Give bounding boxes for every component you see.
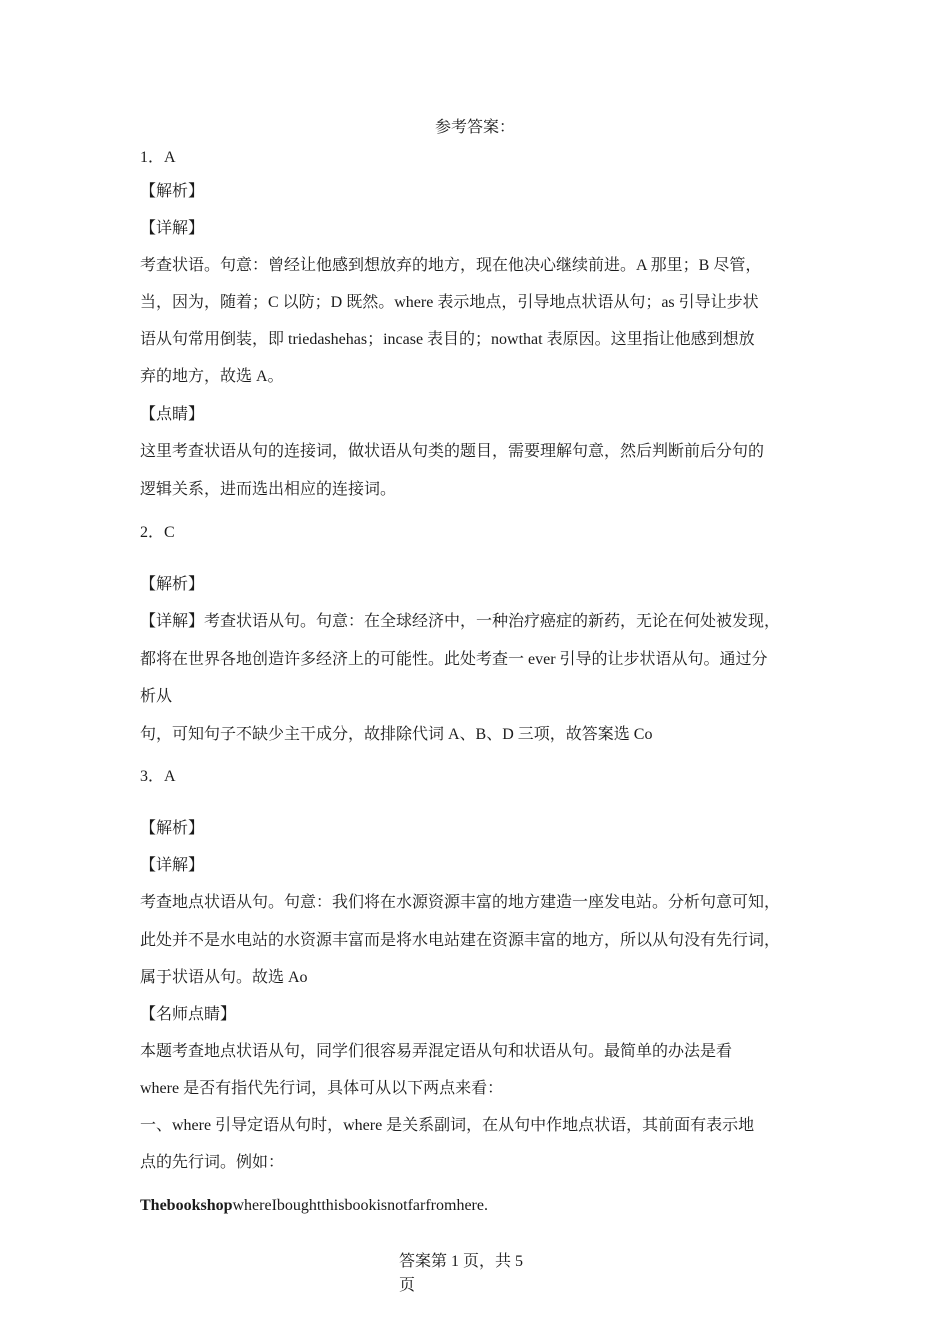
section-label: 【解析】 [140, 183, 205, 200]
text-line: 当，因为，随着；C 以防；D 既然。where 表示地点，引导地点状语从句；as 引导让步状 [140, 294, 759, 311]
text-line: 析从 [140, 688, 173, 705]
text-line: 考查状语。句意：曾经让他感到想放弃的地方，现在他决心继续前进。A 那里；B 尽管， [140, 257, 762, 274]
text-line: 本题考查地点状语从句，同学们很容易弄混定语从句和状语从句。最简单的办法是看 [140, 1043, 733, 1060]
example-sentence [140, 1196, 488, 1216]
page-title: 参考答案： [434, 119, 515, 136]
text-line: 逻辑关系，进而选出相应的连接词。 [140, 481, 397, 498]
example-rest: whereIboughtthisbookisnotfarfromhere. [232, 1197, 488, 1214]
text-line: 考查地点状语从句。句意：我们将在水源资源丰富的地方建造一座发电站。分析句意可知， [140, 894, 781, 911]
answer-number: 1．A [140, 149, 176, 166]
section-label: 【详解】 [140, 220, 205, 237]
text-line: 这里考查状语从句的连接词，做状语从句类的题目，需要理解句意，然后判断前后分句的 [140, 443, 765, 460]
example-bold: Thebookshop [140, 1197, 233, 1214]
section-label: 【详解】 [140, 857, 205, 874]
answer-number: 3．A [140, 768, 176, 785]
text-line: 此处并不是水电站的水资源丰富而是将水电站建在资源丰富的地方，所以从句没有先行词， [140, 932, 781, 949]
text-line: where 是否有指代先行词，具体可从以下两点来看： [140, 1080, 504, 1097]
answer-number: 2．C [140, 524, 175, 541]
text-line: 点的先行词。例如： [140, 1154, 285, 1171]
section-label: 【解析】 [140, 576, 205, 593]
text-line: 【详解】考查状语从句。句意：在全球经济中，一种治疗癌症的新药，无论在何处被发现， [140, 613, 781, 630]
text-line: 都将在世界各地创造许多经济上的可能性。此处考查一 ever 引导的让步状语从句。通过分 [140, 651, 768, 668]
text-line: 属于状语从句。故选 Ao [140, 969, 308, 986]
text-line: 句，可知句子不缺少主干成分，故排除代词 A、B、D 三项，故答案选 Co [140, 726, 653, 743]
page-footer: 答案第 1 页，共 5 页 [399, 1253, 524, 1294]
section-label: 【名师点睛】 [140, 1006, 237, 1023]
section-label: 【点睛】 [140, 406, 205, 423]
text-line: 弃的地方，故选 A。 [140, 368, 284, 385]
section-label: 【解析】 [140, 820, 205, 837]
text-line: 语从句常用倒装，即 triedashehas；incase 表目的；nowthat 表原因。这里指让他感到想放 [140, 331, 755, 348]
text-line: 一、where 引导定语从句时，where 是关系副词，在从句中作地点状语，其前面有表示地 [140, 1117, 755, 1134]
